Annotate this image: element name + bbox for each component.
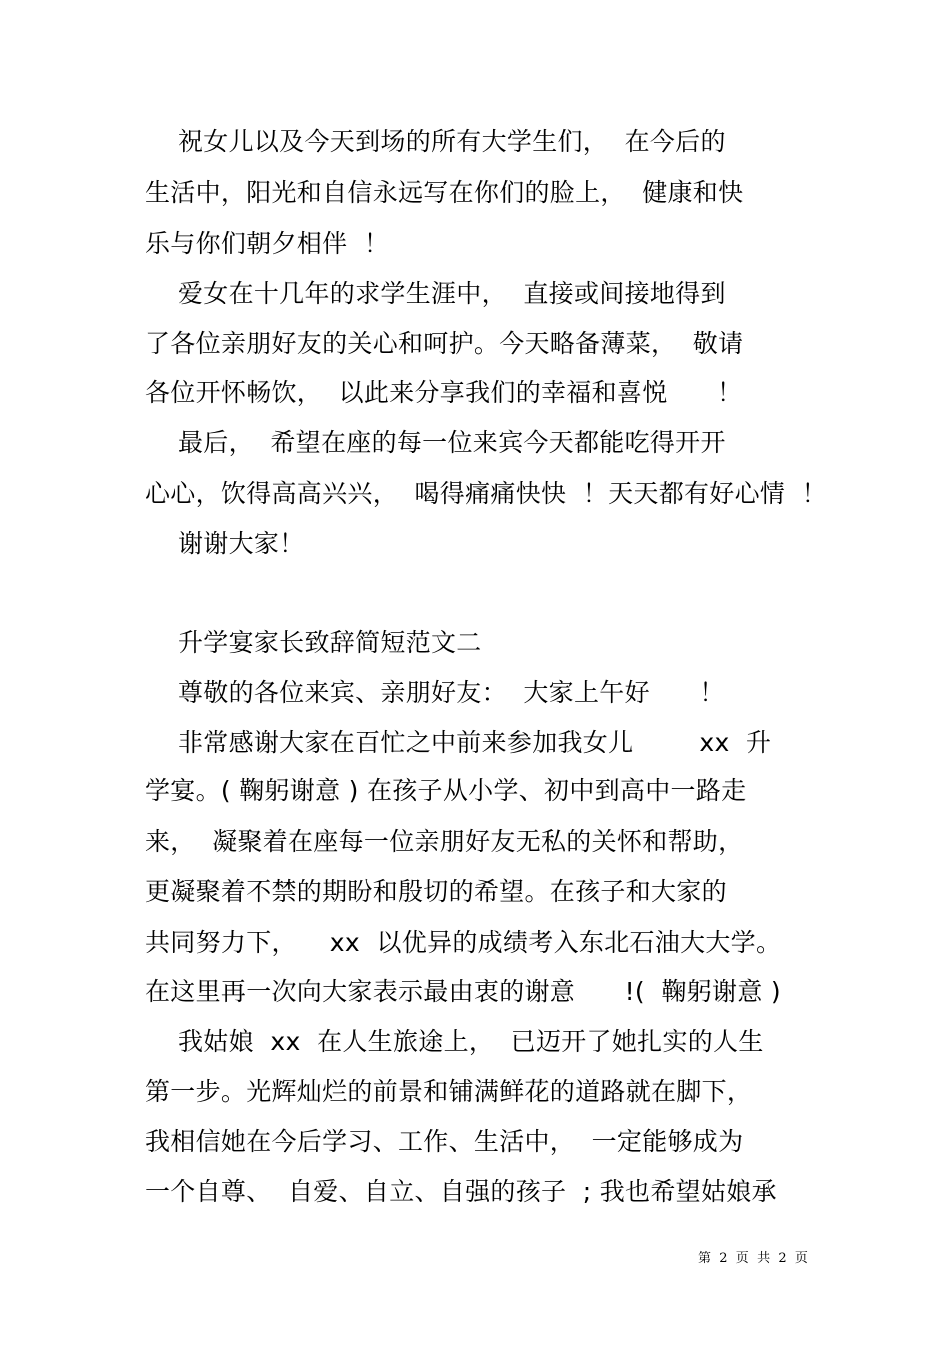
text-line-18: 我姑娘 xx 在人生旅途上， 已迈开了她扎实的人生 bbox=[145, 1027, 764, 1056]
text-line-1: 祝女儿以及今天到场的所有大学生们， 在今后的 bbox=[145, 127, 726, 156]
text-line-19: 第一步。光辉灿烂的前景和铺满鲜花的道路就在脚下， bbox=[145, 1077, 753, 1106]
text-line-13: 学宴。( 鞠躬谢意 ) 在孩子从小学、初中到高中一路走 bbox=[145, 776, 747, 805]
text-line-16: 共同努力下， xx 以优异的成绩考入东北石油大大学。 bbox=[145, 928, 782, 957]
text-line-2: 生活中，阳光和自信永远写在你们的脸上， 健康和快 bbox=[145, 178, 744, 207]
text-line-17: 在这里再一次向大家表示最由衷的谢意 !( 鞠躬谢意 ) bbox=[145, 977, 781, 1006]
text-line-20: 我相信她在今后学习、工作、生活中， 一定能够成为 bbox=[145, 1127, 744, 1156]
text-line-8: 心心，饮得高高兴兴， 喝得痛痛快快 ！天天都有好心情 ！ bbox=[145, 479, 827, 508]
section-heading: 升学宴家长致辞简短范文二 bbox=[145, 628, 482, 657]
text-line-6: 各位开怀畅饮， 以此来分享我们的幸福和喜悦 ！ bbox=[145, 378, 743, 407]
page-number-footer: 第 2 页 共 2 页 bbox=[698, 1251, 808, 1266]
text-line-14: 来， 凝聚着在座每一位亲朋好友无私的关怀和帮助， bbox=[145, 827, 744, 856]
text-line-7: 最后， 希望在座的每一位来宾今天都能吃得开开 bbox=[145, 428, 726, 457]
text-line-3: 乐与你们朝夕相伴 ！ bbox=[145, 229, 390, 258]
text-line-11: 尊敬的各位来宾、亲朋好友： 大家上午好 ！ bbox=[145, 678, 725, 707]
text-line-9: 谢谢大家！ bbox=[145, 529, 305, 558]
text-line-12: 非常感谢大家在百忙之中前来参加我女儿 xx 升 bbox=[145, 728, 772, 757]
text-line-4: 爱女在十几年的求学生涯中， 直接或间接地得到 bbox=[145, 279, 726, 308]
text-line-21: 一个自尊、 自爱、自立、自强的孩子 ; 我也希望姑娘承 bbox=[145, 1177, 777, 1206]
text-line-15: 更凝聚着不禁的期盼和殷切的希望。在孩子和大家的 bbox=[145, 877, 727, 906]
text-line-5: 了各位亲朋好友的关心和呵护。今天略备薄菜， 敬请 bbox=[145, 329, 744, 358]
